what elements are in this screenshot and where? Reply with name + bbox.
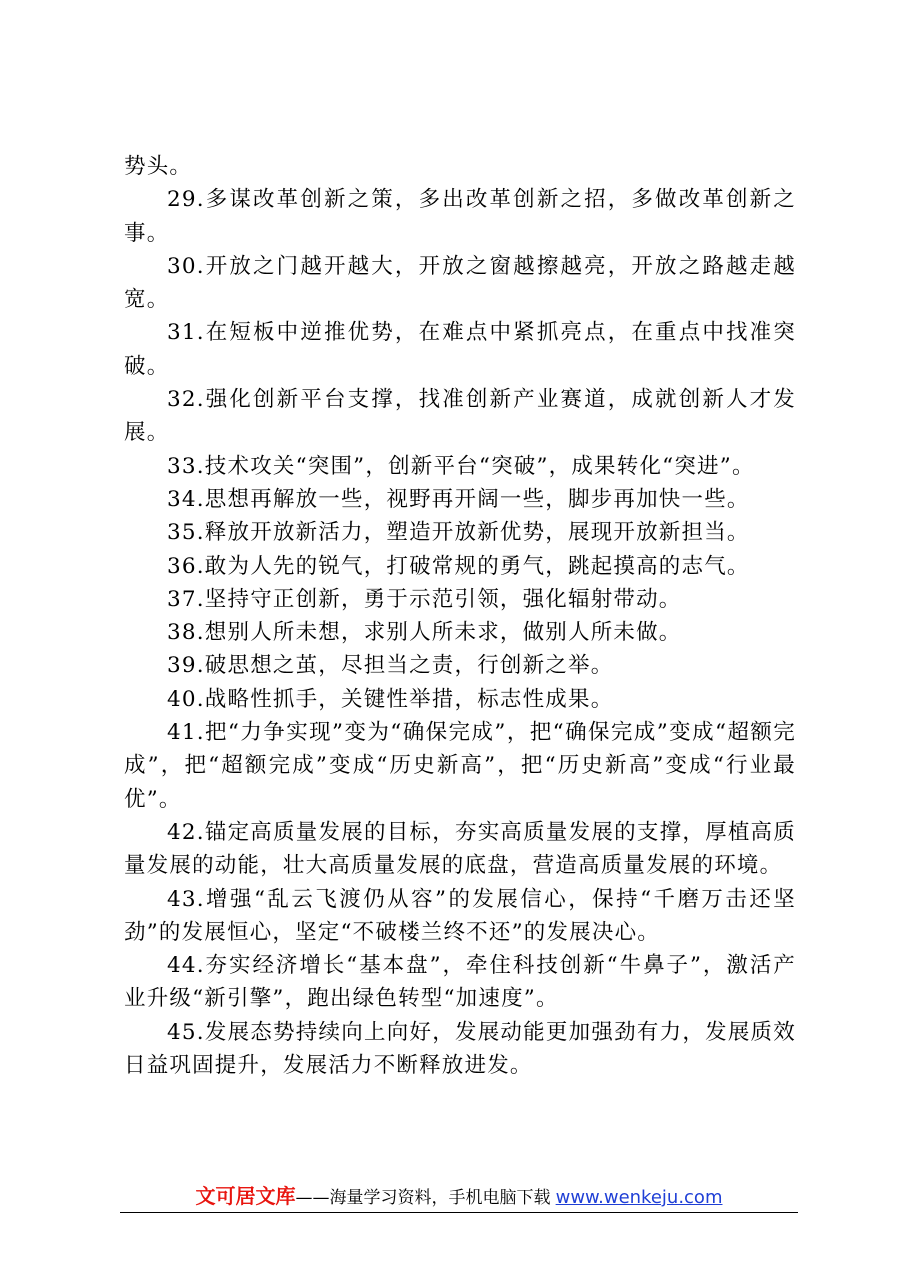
paragraph-34: 34.思想再解放一些，视野再开阔一些，脚步再加快一些。 xyxy=(167,486,750,512)
paragraph-29: 29.多谋改革创新之策，多出改革创新之招，多做改革创新之事。 xyxy=(124,187,796,246)
footer-brand: 文可居文库 xyxy=(195,1184,296,1208)
paragraph-32: 32.强化创新平台支撑，找准创新产业赛道，成就创新人才发展。 xyxy=(124,387,796,446)
paragraph-38: 38.想别人所未想，求别人所未求，做别人所未做。 xyxy=(167,620,682,646)
paragraph-31: 31.在短板中逆推优势，在难点中紧抓亮点，在重点中找准突破。 xyxy=(124,320,796,379)
paragraph-35: 35.释放开放新活力，塑造开放新优势，展现开放新担当。 xyxy=(167,520,750,546)
document-body xyxy=(124,150,796,1082)
paragraph-41: 41.把“力争实现”变为“确保完成”，把“确保完成”变成“超额完成”，把“超额完成”变成“历史新高”，把“历史新高”变成“行业最优”。 xyxy=(124,720,796,812)
paragraph-30: 30.开放之门越开越大，开放之窗越擦越亮，开放之路越走越宽。 xyxy=(124,253,796,313)
paragraph-continuation: 势头。 xyxy=(124,154,193,179)
paragraph-33: 33.技术攻关“突围”，创新平台“突破”，成果转化“突进”。 xyxy=(167,453,755,479)
paragraph-39: 39.破思想之茧，尽担当之责，行创新之举。 xyxy=(167,653,614,679)
footer-website-link[interactable]: www.wenkeju.com xyxy=(555,1187,723,1208)
paragraph-36: 36.敢为人先的锐气，打破常规的勇气，跳起摸高的志气。 xyxy=(167,553,750,579)
paragraph-44: 44.夯实经济增长“基本盘”，牵住科技创新“牛鼻子”，激活产业升级“新引擎”，跑出绿色转型“加速度”。 xyxy=(124,953,796,1012)
paragraph-42: 42.锚定高质量发展的目标，夯实高质量发展的支撑，厚植高质量发展的动能，壮大高质量发展的底盘，营造高质量发展的环境。 xyxy=(124,819,796,879)
footer-tagline: ——海量学习资料，手机电脑下载 xyxy=(295,1188,551,1208)
page-footer xyxy=(120,1180,798,1213)
paragraph-37: 37.坚持守正创新，勇于示范引领，强化辐射带动。 xyxy=(167,586,682,612)
paragraph-45: 45.发展态势持续向上向好，发展动能更加强劲有力，发展质效日益巩固提升，发展活力不断释放进发。 xyxy=(124,1019,796,1079)
paragraph-40: 40.战略性抓手，关键性举措，标志性成果。 xyxy=(167,686,614,712)
paragraph-43: 43.增强“乱云飞渡仍从容”的发展信心，保持“千磨万击还坚劲”的发展恒心，坚定“不破楼兰终不还”的发展决心。 xyxy=(124,886,796,945)
